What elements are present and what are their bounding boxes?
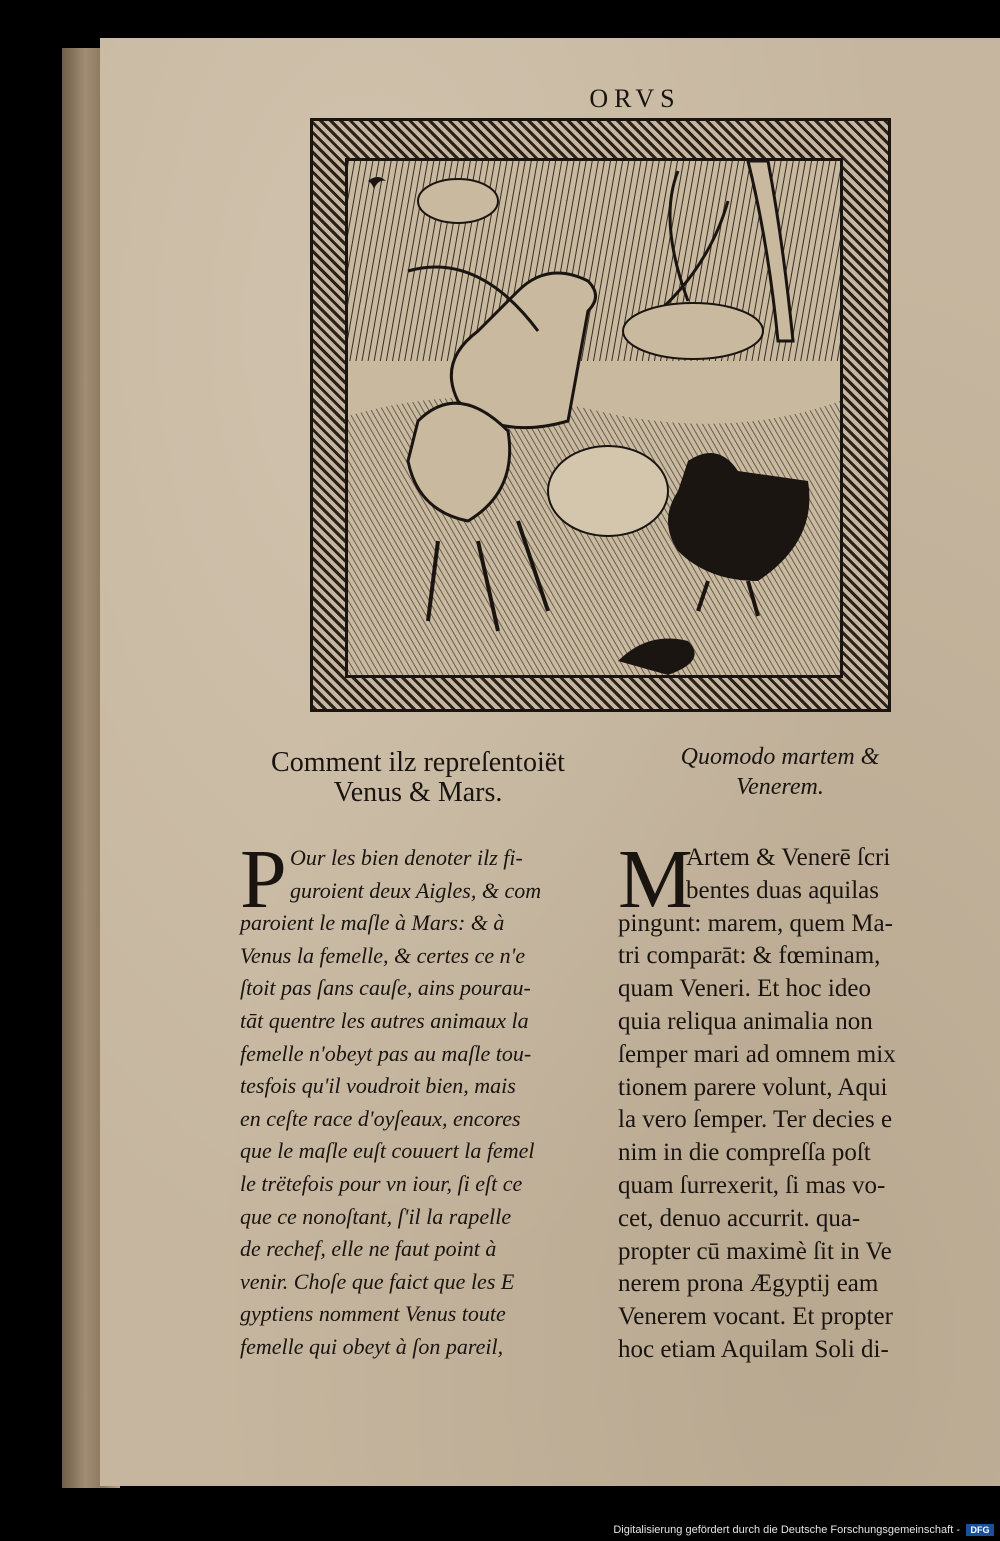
latin-text-line: la vero ſemper. Ter decies e [618, 1106, 893, 1134]
woodcut-illustration [345, 158, 843, 678]
french-text-line: que le maſle euſt couuert la femel [240, 1138, 535, 1164]
french-text-line: en ceſte race d'oyſeaux, encores [240, 1105, 521, 1131]
french-heading-line: Comment ilz repreſentoiët [271, 747, 565, 778]
french-text-line: ſtoit pas ſans cauſe, ains pourau- [240, 975, 531, 1001]
latin-text-line: pingunt: marem, quem Ma- [618, 909, 893, 937]
latin-text-line: quam ſurrexerit, ſi mas vo- [618, 1171, 886, 1199]
french-text-column [240, 842, 600, 1364]
french-text-line: gyptiens nomment Venus toute [240, 1301, 506, 1327]
french-text-line: guroient deux Aigles, & com [290, 877, 542, 903]
latin-text-line: quam Veneri. Et hoc ideo [618, 975, 871, 1003]
latin-text-line: nim in die compreſſa poſt [618, 1139, 871, 1167]
french-text-line: de rechef, elle ne faut point à [240, 1236, 497, 1262]
french-dropcap: P [240, 833, 287, 926]
latin-text-line: tri comparāt: & fœminam, [618, 942, 881, 970]
latin-text-line: propter cū maximè ſit in Ve [618, 1237, 892, 1265]
french-text-line: Venus la femelle, & certes ce n'e [240, 942, 526, 968]
latin-text-column [618, 842, 968, 1367]
latin-text-line: hoc etiam Aquilam Soli di- [618, 1335, 889, 1363]
running-header: ORVS [589, 84, 681, 113]
french-text-line: paroient le maſle à Mars: & à [240, 910, 505, 936]
latin-text-line: bentes duas aquilas [686, 876, 880, 904]
digitization-credit: Digitalisierung gefördert durch die Deutsche Forschungsgemeinschaft - [613, 1524, 960, 1536]
dfg-logo: DFG [966, 1524, 994, 1536]
latin-heading-line: Venerem. [736, 774, 824, 800]
latin-dropcap: M [618, 833, 693, 926]
french-heading-line: Venus & Mars. [333, 777, 503, 808]
latin-text-line: tionem parere volunt, Aqui [618, 1073, 888, 1101]
french-text-line: tesfois qu'il voudroit bien, mais [240, 1073, 516, 1099]
latin-heading [630, 742, 930, 802]
latin-text-line: Venerem vocant. Et propter [618, 1303, 893, 1331]
french-heading [228, 748, 608, 808]
french-text-line: tāt quentre les autres animaux la [240, 1007, 529, 1033]
french-text-line: que ce nonoſtant, ſ'il la rapelle [240, 1203, 512, 1229]
french-text-line: venir. Choſe que faict que les E [240, 1268, 515, 1294]
latin-text-line: Artem & Venerē ſcri [686, 844, 891, 871]
latin-text-line: nerem prona Ægyptij eam [618, 1270, 879, 1298]
french-text-line: femelle n'obeyt pas au maſle tou- [240, 1040, 532, 1066]
french-text-line: Our les bien denoter ilz fi- [290, 845, 523, 870]
latin-heading-line: Quomodo martem & [680, 744, 880, 770]
latin-text-line: cet, denuo accurrit. qua- [618, 1204, 861, 1232]
french-text-line: femelle qui obeyt à ſon pareil, [240, 1333, 504, 1359]
latin-text-line: ſemper mari ad omnem mix [618, 1040, 896, 1068]
latin-text-line: quia reliqua animalia non [618, 1007, 873, 1035]
french-text-line: le trëtefois pour vn iour, ſi eſt ce [240, 1170, 523, 1196]
